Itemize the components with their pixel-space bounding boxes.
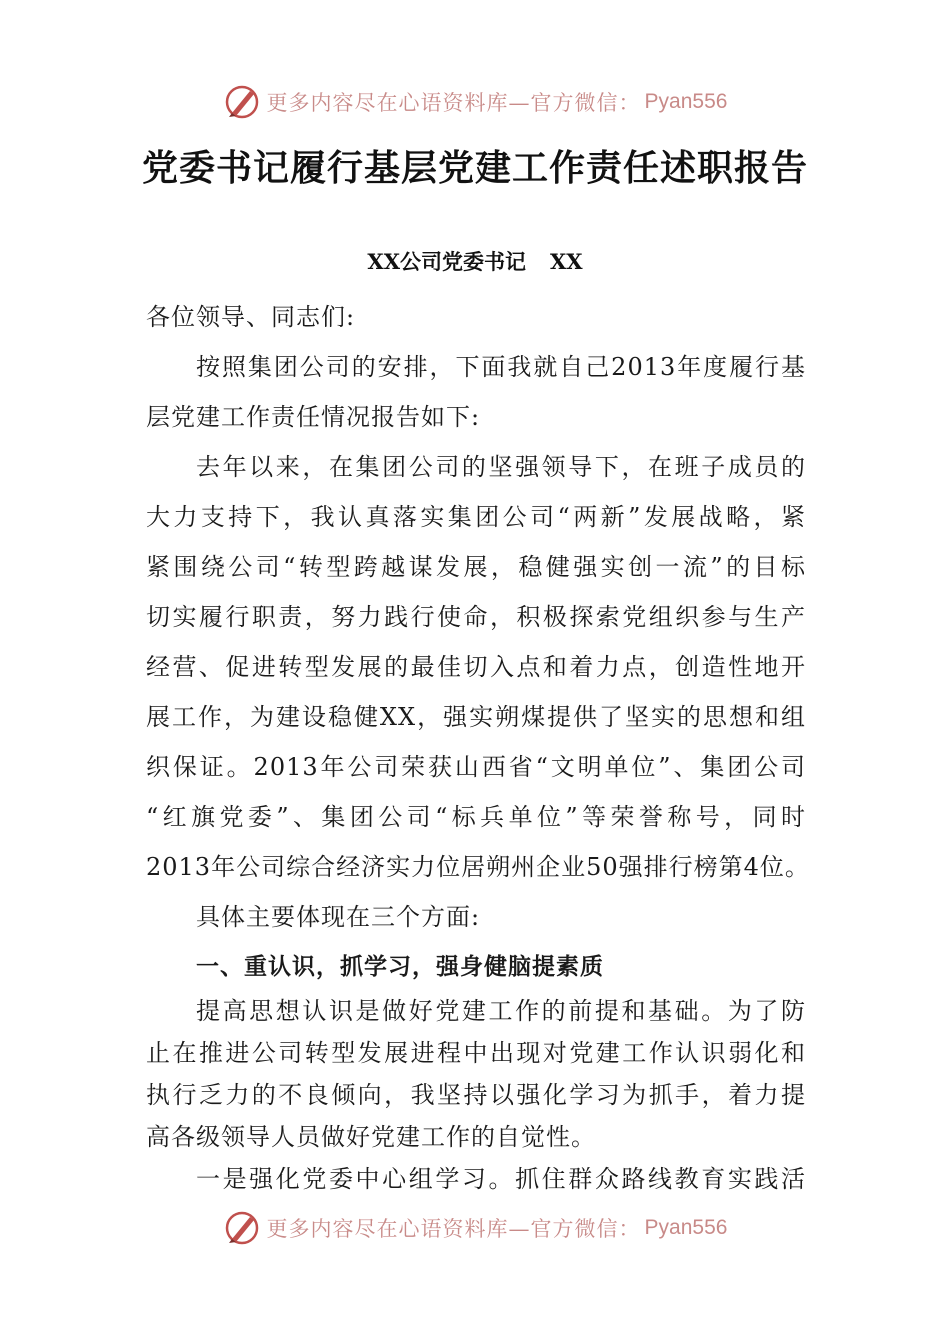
author-byline bbox=[0, 246, 950, 276]
paragraph-line: 2013年公司综合经济实力位居朔州企业50强排行榜第4位。 bbox=[146, 853, 810, 881]
document-body bbox=[146, 298, 810, 1202]
paragraph-line: 高各级领导人员做好党建工作的自觉性。 bbox=[146, 1123, 596, 1151]
pen-logo-icon bbox=[223, 83, 261, 121]
paragraph-line: 展工作，为建设稳健XX，强实朔煤提供了坚实的思想和组 bbox=[146, 703, 806, 731]
paragraph-line: 提高思想认识是做好党建工作的前提和基础。为了防 bbox=[196, 997, 806, 1025]
paragraph-line: 大力支持下，我认真落实集团公司“两新”发展战略，紧 bbox=[146, 503, 806, 531]
author-org: XX公司党委书记 bbox=[367, 249, 526, 274]
paragraph-line: 按照集团公司的安排，下面我就自己2013年度履行基 bbox=[196, 353, 806, 381]
paragraph-line: 切实履行职责，努力践行使命，积极探索党组织参与生产 bbox=[146, 603, 806, 631]
paragraph-line: 具体主要体现在三个方面: bbox=[196, 903, 481, 931]
header-watermark-banner bbox=[0, 82, 950, 122]
author-name: XX bbox=[550, 249, 583, 274]
paragraph-line: 止在推进公司转型发展进程中出现对党建工作认识弱化和 bbox=[146, 1039, 806, 1067]
watermark-text: 更多内容尽在心语资料库—官方微信： bbox=[266, 1217, 641, 1241]
footer-watermark-banner bbox=[0, 1208, 950, 1248]
paragraph-line: 紧围绕公司“转型跨越谋发展，稳健强实创一流”的目标 bbox=[146, 553, 806, 581]
paragraph-line: 去年以来，在集团公司的坚强领导下，在班子成员的 bbox=[196, 453, 806, 481]
paragraph-line: 织保证。2013年公司荣获山西省“文明单位”、集团公司 bbox=[146, 753, 806, 781]
paragraph-line: 经营、促进转型发展的最佳切入点和着力点，创造性地开 bbox=[146, 653, 806, 681]
salutation-line: 各位领导、同志们: bbox=[146, 303, 356, 331]
paragraph-line: 层党建工作责任情况报告如下: bbox=[146, 403, 481, 431]
watermark-wechat-id: Pyan556 bbox=[644, 90, 728, 113]
section-heading: 一、重认识，抓学习，强身健脑提素质 bbox=[196, 954, 604, 980]
paragraph-line: “红旗党委”、集团公司“标兵单位”等荣誉称号，同时 bbox=[146, 803, 806, 831]
watermark-text: 更多内容尽在心语资料库—官方微信： bbox=[266, 91, 641, 115]
paragraph-line: 一是强化党委中心组学习。抓住群众路线教育实践活 bbox=[196, 1165, 806, 1193]
document-title: 党委书记履行基层党建工作责任述职报告 bbox=[141, 148, 808, 189]
paragraph-line: 执行乏力的不良倾向，我坚持以强化学习为抓手，着力提 bbox=[146, 1081, 806, 1109]
pen-logo-icon bbox=[223, 1209, 261, 1247]
watermark-wechat-id: Pyan556 bbox=[644, 1216, 728, 1239]
